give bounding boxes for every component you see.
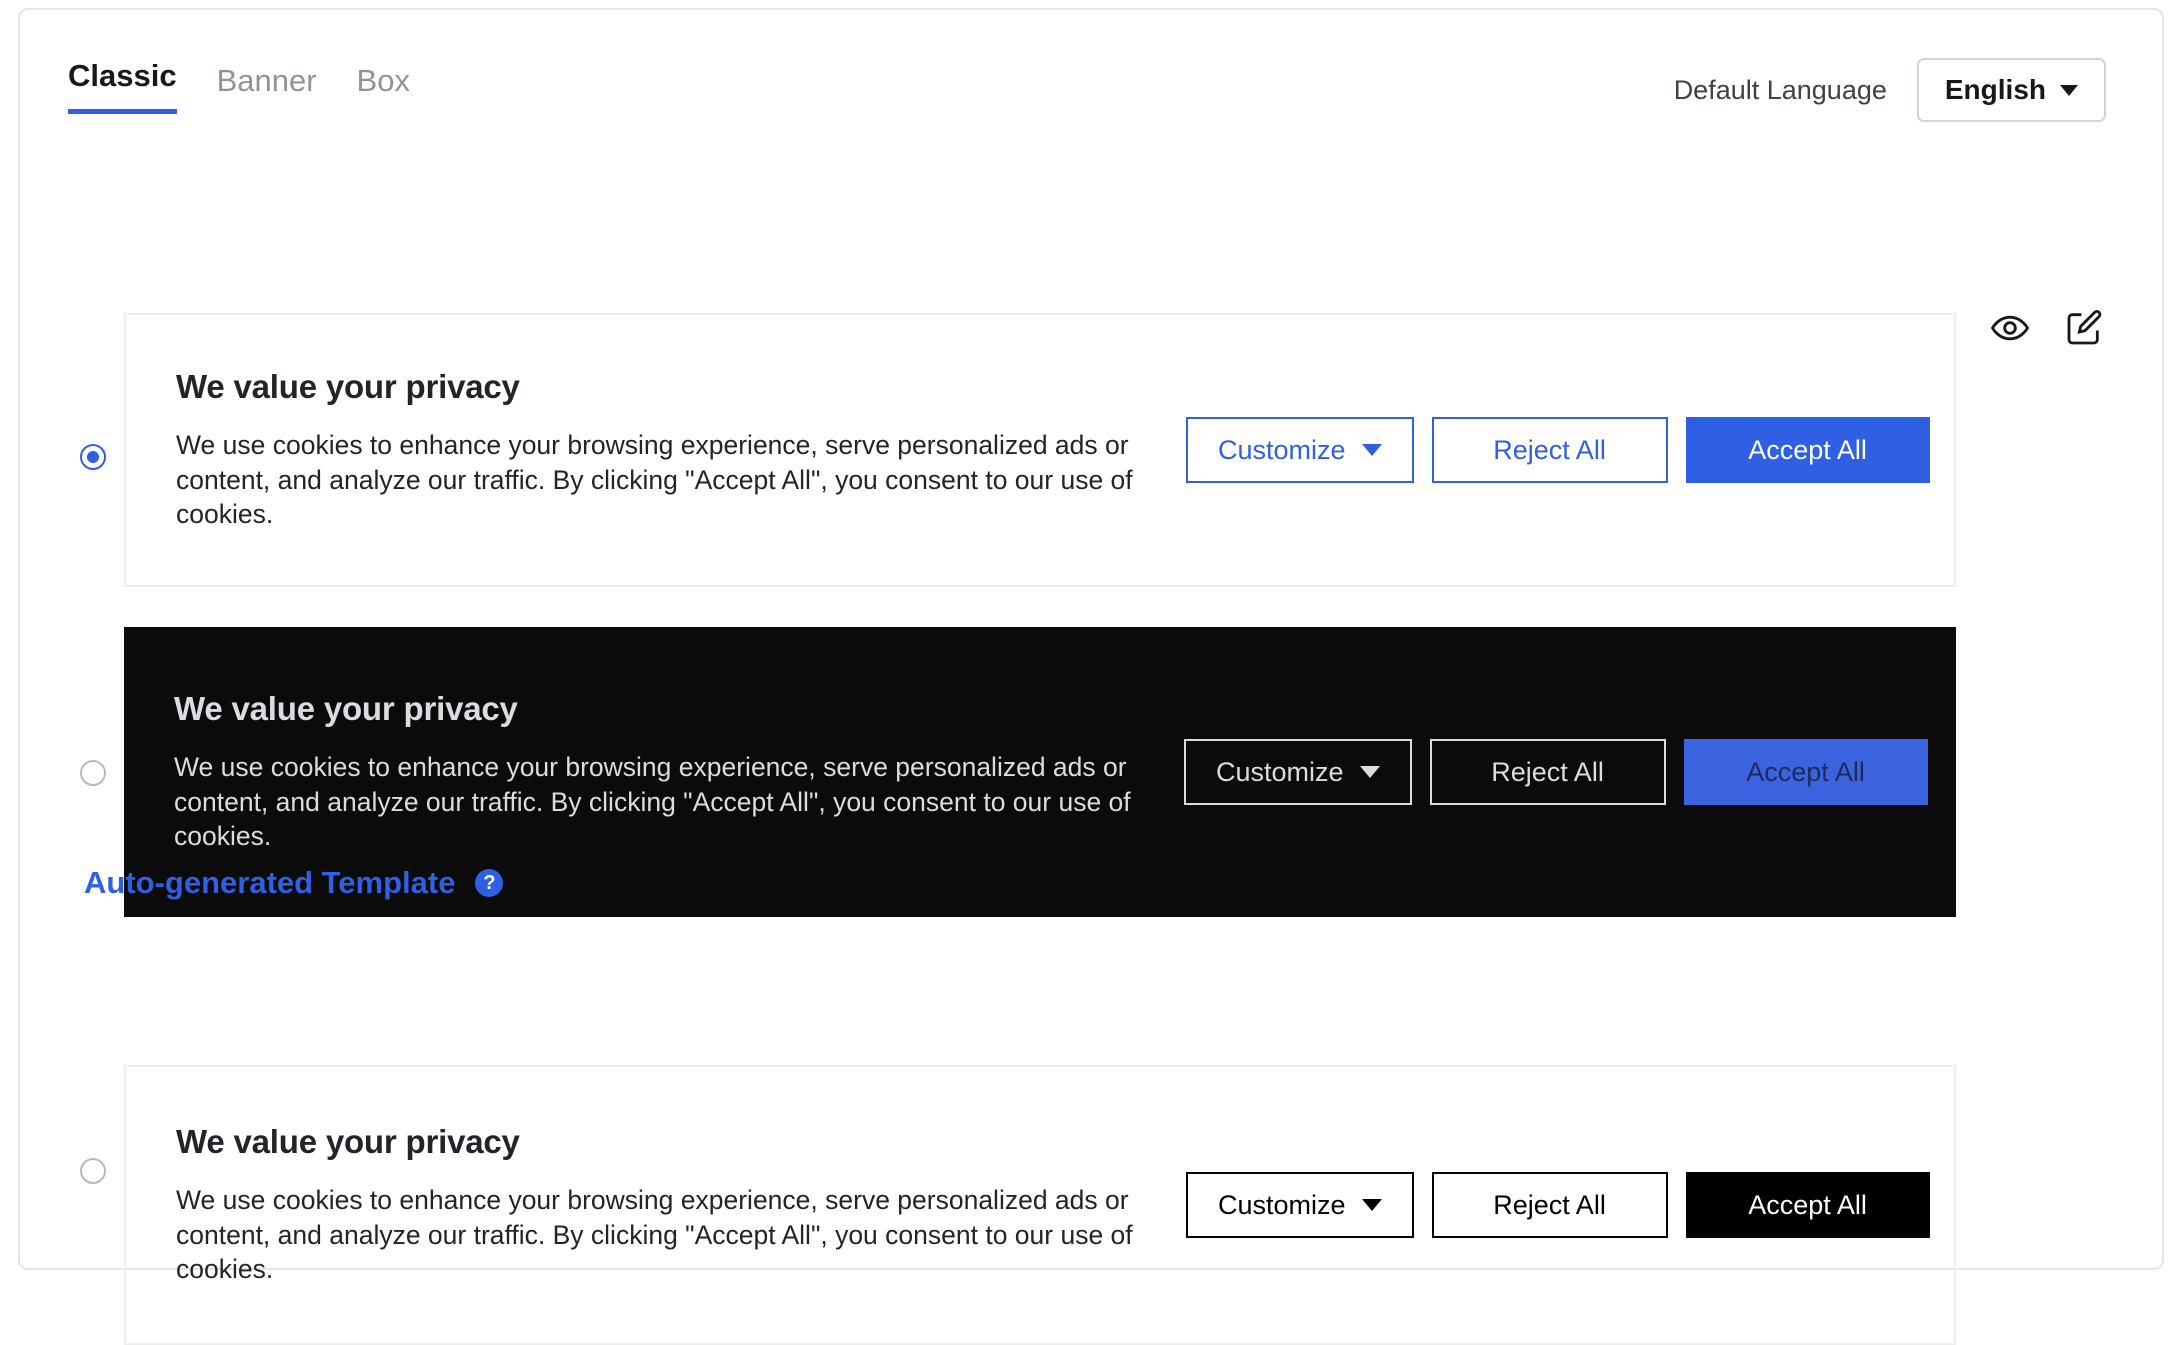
language-dropdown-value: English bbox=[1944, 74, 2046, 105]
accept-all-button[interactable]: Accept All bbox=[1684, 739, 1928, 805]
edit-button[interactable] bbox=[2058, 302, 2110, 354]
auto-generated-section-heading bbox=[84, 865, 503, 901]
customize-button-label: Customize bbox=[1216, 756, 1344, 787]
reject-all-button[interactable]: Reject All bbox=[1432, 417, 1668, 483]
template-preview-light[interactable] bbox=[124, 313, 1956, 587]
help-icon[interactable]: ? bbox=[475, 869, 503, 897]
banner-body: We use cookies to enhance your browsing experience, serve personalized ads or content, and analyze our traffic. By clicking "Accept All", you consent to our use of cookies. bbox=[176, 1184, 1133, 1285]
template-preview-auto[interactable] bbox=[124, 1065, 1956, 1345]
customize-button-label: Customize bbox=[1218, 434, 1346, 465]
template-radio-auto[interactable] bbox=[80, 1158, 106, 1184]
banner-body: We use cookies to enhance your browsing experience, serve personalized ads or content, and analyze our traffic. By clicking "Accept All", you consent to our use of cookies. bbox=[176, 429, 1133, 530]
chevron-down-icon bbox=[1362, 1199, 1382, 1211]
chevron-down-icon bbox=[1360, 766, 1380, 778]
banner-title: We value your privacy bbox=[174, 689, 518, 727]
banner-text-auto bbox=[126, 1123, 1186, 1288]
banner-title: We value your privacy bbox=[176, 1122, 520, 1160]
reject-all-button[interactable]: Reject All bbox=[1432, 1172, 1668, 1238]
chevron-down-icon bbox=[2060, 85, 2078, 96]
tab-classic[interactable]: Classic bbox=[68, 60, 177, 114]
banner-title: We value your privacy bbox=[176, 367, 520, 405]
banner-buttons-dark bbox=[1184, 739, 1928, 805]
auto-generated-title[interactable]: Auto-generated Template bbox=[84, 865, 456, 900]
tab-banner[interactable]: Banner bbox=[216, 63, 317, 98]
banner-text-dark bbox=[124, 690, 1184, 855]
header bbox=[20, 10, 2162, 140]
template-radio-light[interactable] bbox=[80, 444, 106, 470]
default-language-label: Default Language bbox=[1673, 74, 1887, 105]
main-card bbox=[18, 8, 2164, 1285]
customize-button-label: Customize bbox=[1218, 1189, 1346, 1220]
customize-button[interactable] bbox=[1184, 739, 1412, 805]
language-selector-group bbox=[1674, 58, 2106, 122]
banner-body: We use cookies to enhance your browsing experience, serve personalized ads or content, and analyze our traffic. By clicking "Accept All", you consent to our use of cookies. bbox=[174, 751, 1131, 852]
banner-buttons-light bbox=[1186, 417, 1930, 483]
template-actions bbox=[1984, 302, 2110, 354]
template-radio-dark[interactable] bbox=[80, 760, 106, 786]
language-dropdown[interactable] bbox=[1917, 58, 2106, 122]
eye-icon bbox=[1990, 308, 2030, 348]
customize-button[interactable] bbox=[1186, 1172, 1414, 1238]
tab-box[interactable]: Box bbox=[356, 63, 410, 98]
banner-text-light bbox=[126, 368, 1186, 533]
pencil-square-icon bbox=[2064, 308, 2104, 348]
customize-button[interactable] bbox=[1186, 417, 1414, 483]
accept-all-button[interactable]: Accept All bbox=[1686, 417, 1930, 483]
chevron-down-icon bbox=[1362, 444, 1382, 456]
accept-all-button[interactable]: Accept All bbox=[1686, 1172, 1930, 1238]
preview-button[interactable] bbox=[1984, 302, 2036, 354]
banner-buttons-auto bbox=[1186, 1172, 1930, 1238]
template-style-tabs bbox=[68, 60, 410, 114]
reject-all-button[interactable]: Reject All bbox=[1430, 739, 1666, 805]
